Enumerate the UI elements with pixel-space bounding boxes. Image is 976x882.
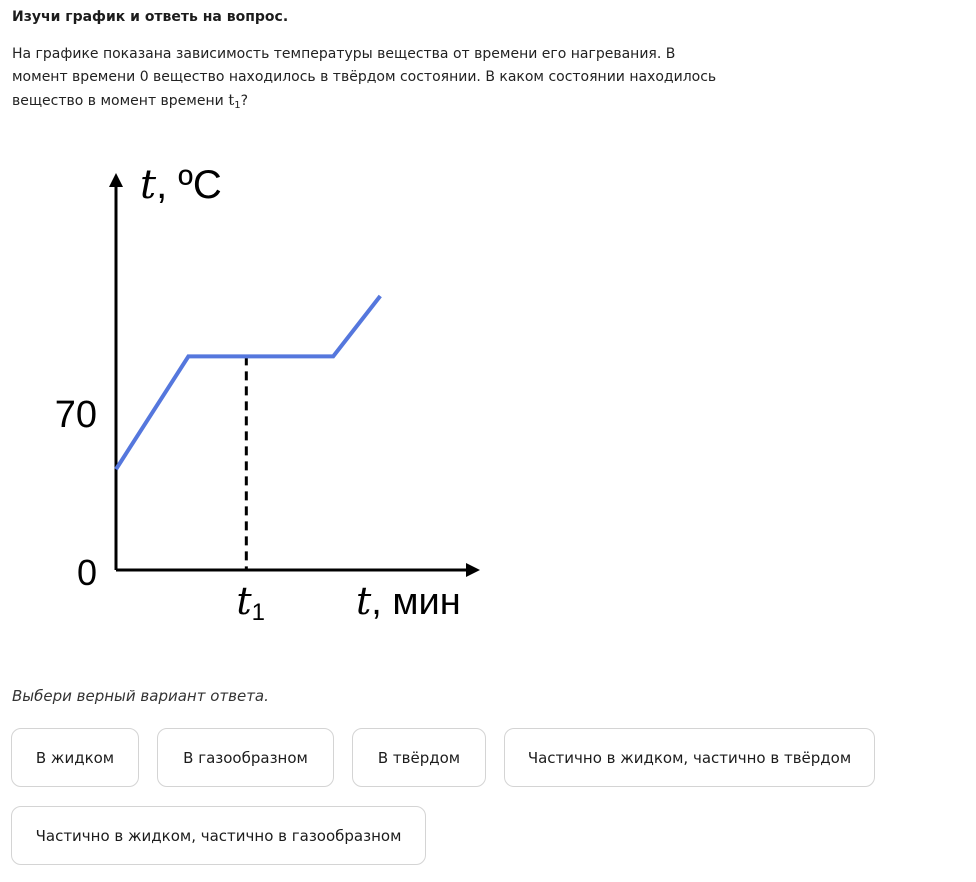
question-body: На графике показана зависимость температуры вещества от времени его нагревания. В момент времени 0 вещество находилось в твёрдом состоянии. В каком состоянии находилось вещество в момент времени [12,46,717,109]
x-axis-arrow [466,563,480,577]
question-text [12,43,732,113]
question-time-sub: 1 [234,100,241,111]
temperature-time-graph [0,150,500,630]
y-axis-arrow [109,173,123,187]
graph-svg [0,150,500,630]
temperature-series-line [116,296,380,469]
y-axis-label: t, ºC [140,162,222,208]
y-tick-label-0: 0 [76,552,97,593]
y-tick-label-70: 70 [54,394,97,436]
x-tick-label-t1: t1 [236,579,265,626]
task-title: Изучи график и ответь на вопрос. [12,9,289,25]
question-time-var: t [228,91,235,109]
option-liquid-gas[interactable]: Частично в жидком, частично в газообразном [11,806,426,865]
option-solid[interactable]: В твёрдом [352,728,486,787]
question-end: ? [240,93,249,109]
option-gas[interactable]: В газообразном [157,728,334,787]
x-axis-label: t, мин [356,579,461,623]
answer-instruction: Выбери верный вариант ответа. [12,687,269,705]
option-liquid[interactable]: В жидком [11,728,139,787]
option-liquid-solid[interactable]: Частично в жидком, частично в твёрдом [504,728,875,787]
